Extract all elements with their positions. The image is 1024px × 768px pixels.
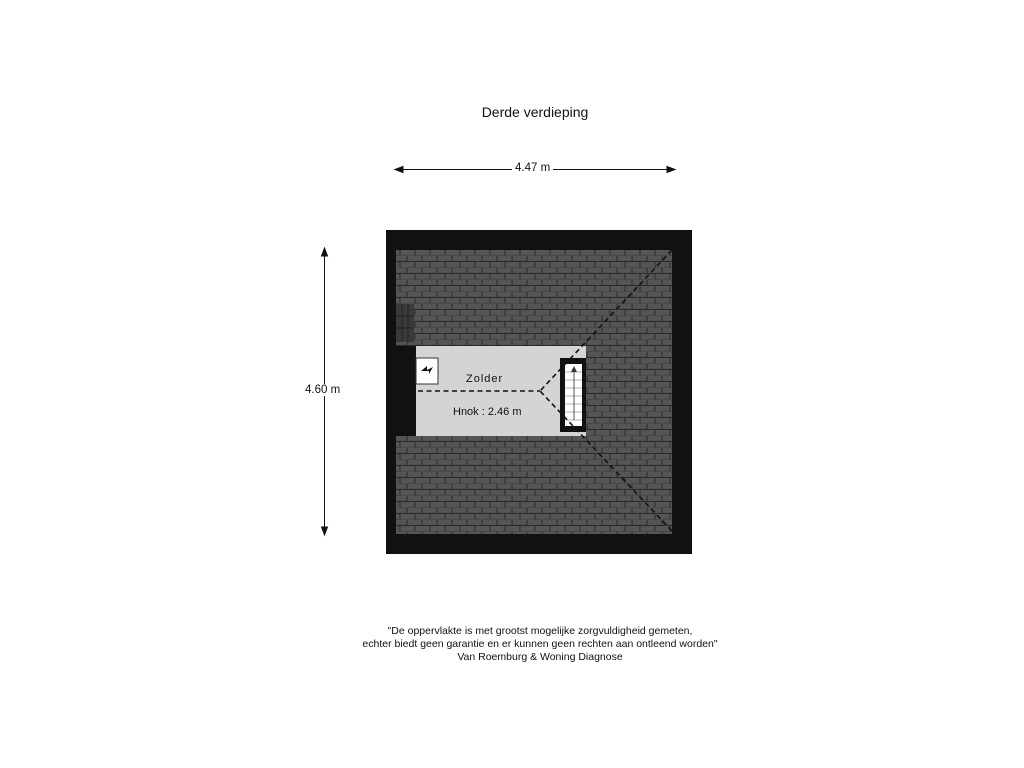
height-dimension-label: 4.60 m	[305, 384, 341, 396]
disclaimer	[340, 625, 740, 664]
boiler-icon	[416, 358, 438, 384]
chimney-block	[396, 304, 414, 342]
left-wall-block	[396, 346, 416, 436]
width-dimension-label: 4.47 m	[512, 162, 553, 174]
room-name-zolder: Zolder	[466, 373, 504, 385]
disclaimer-line-3: Van Roemburg & Woning Diagnose	[457, 651, 623, 663]
disclaimer-line-1: "De oppervlakte is met grootst mogelijke zorgvuldigheid gemeten,	[387, 625, 693, 637]
disclaimer-line-2: echter biedt geen garantie en er kunnen geen rechten aan ontleend worden"	[362, 638, 718, 650]
floor-title: Derde verdieping	[481, 104, 589, 120]
staircase	[560, 358, 586, 432]
room-ridge-height: Hnok : 2.46 m	[453, 406, 522, 418]
